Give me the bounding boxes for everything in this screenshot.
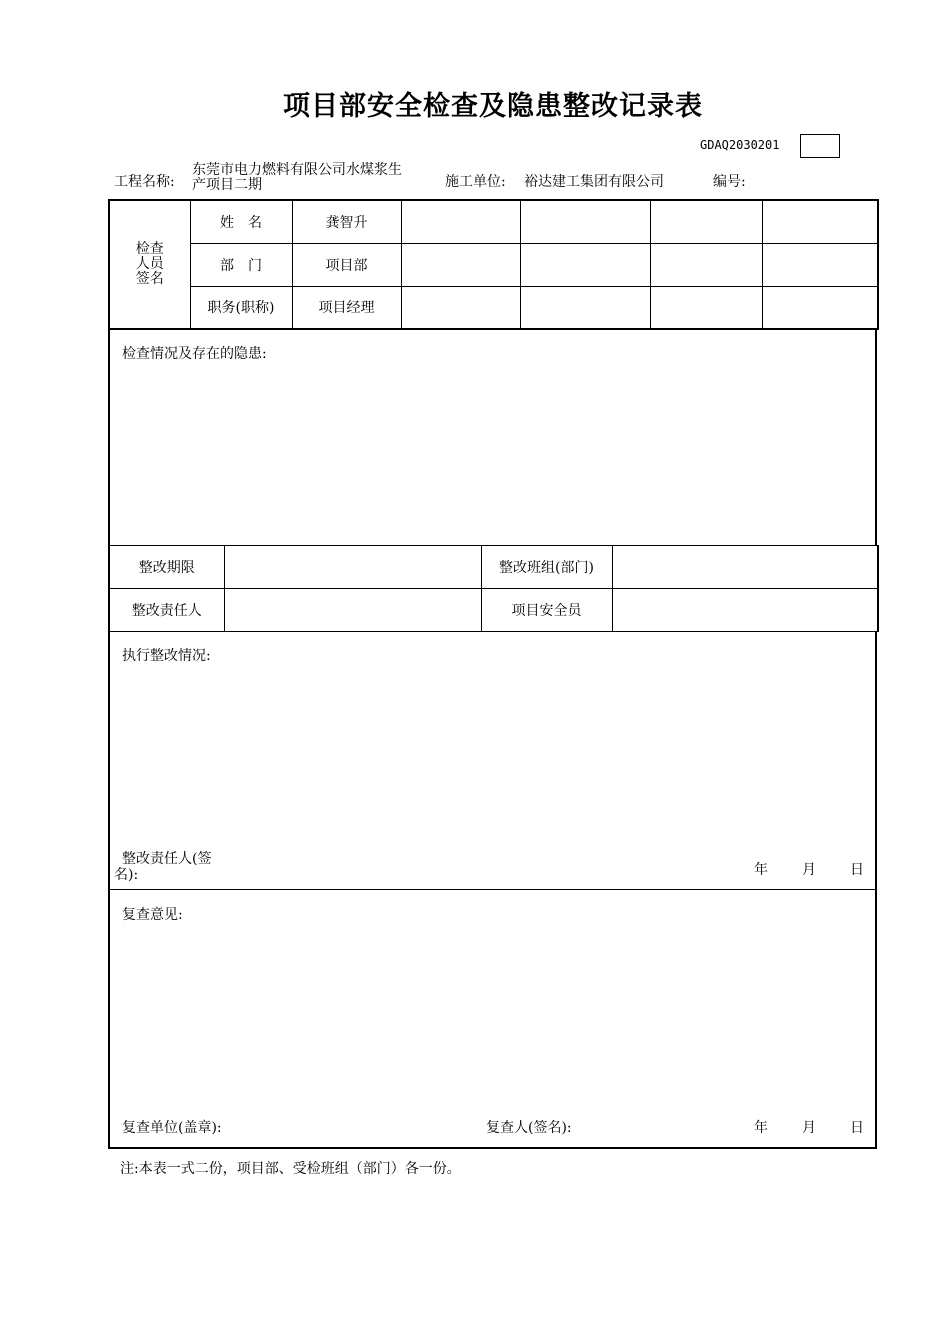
responsible-value[interactable] [224, 589, 481, 632]
inspector-group-label: 检查 人员 签名 [109, 200, 190, 329]
review-person-label: 复查人(签名): [486, 1120, 572, 1136]
position-cell-2[interactable] [401, 286, 520, 329]
position-cell-4[interactable] [650, 286, 762, 329]
form-code: GDAQ2030201 [700, 138, 780, 152]
execution-sign-label-2: 名): [114, 867, 139, 883]
team-value[interactable] [612, 546, 878, 589]
execution-section[interactable] [108, 631, 877, 890]
contractor-value: 裕达建工集团有限公司 [524, 174, 664, 190]
review-year: 年 [754, 1120, 768, 1136]
name-label: 姓 名 [190, 200, 292, 243]
position-cell-5[interactable] [762, 286, 878, 329]
name-cell-4[interactable] [650, 200, 762, 243]
name-cell-2[interactable] [401, 200, 520, 243]
execution-year: 年 [754, 862, 768, 878]
department-cell-5[interactable] [762, 243, 878, 286]
project-name-label: 工程名称: [114, 174, 175, 190]
inspection-label: 检查情况及存在的隐患: [122, 346, 267, 362]
department-label: 部 门 [190, 243, 292, 286]
review-day: 日 [850, 1120, 864, 1136]
project-name-line2: 产项目二期 [192, 177, 262, 193]
form-code-box[interactable] [800, 134, 840, 158]
name-cell-3[interactable] [520, 200, 650, 243]
department-cell-2[interactable] [401, 243, 520, 286]
number-label: 编号: [713, 174, 746, 190]
deadline-value[interactable] [224, 546, 481, 589]
inspection-section[interactable] [108, 329, 877, 546]
execution-month: 月 [802, 862, 816, 878]
position-label: 职务(职称) [190, 286, 292, 329]
team-label: 整改班组(部门) [481, 546, 612, 589]
department-cell-4[interactable] [650, 243, 762, 286]
execution-day: 日 [850, 862, 864, 878]
deadline-label: 整改期限 [109, 546, 224, 589]
name-value[interactable]: 龚智升 [292, 200, 401, 243]
review-unit-label: 复查单位(盖章): [122, 1120, 222, 1136]
project-name-line1: 东莞市电力燃料有限公司水煤浆生 [192, 162, 402, 178]
footer-note: 注:本表一式二份，项目部、受检班组（部门）各一份。 [120, 1161, 461, 1177]
responsible-label: 整改责任人 [109, 589, 224, 632]
contractor-label: 施工单位: [445, 174, 506, 190]
review-month: 月 [802, 1120, 816, 1136]
department-cell-3[interactable] [520, 243, 650, 286]
safety-officer-value[interactable] [612, 589, 878, 632]
execution-sign-label-1: 整改责任人(签 [122, 851, 212, 867]
review-label: 复查意见: [122, 907, 183, 923]
page-title: 项目部安全检查及隐患整改记录表 [283, 91, 703, 122]
rectification-table [108, 545, 879, 632]
department-value[interactable]: 项目部 [292, 243, 401, 286]
name-cell-5[interactable] [762, 200, 878, 243]
execution-label: 执行整改情况: [122, 648, 211, 664]
inspectors-table [108, 199, 879, 330]
review-section[interactable] [108, 889, 877, 1149]
position-cell-3[interactable] [520, 286, 650, 329]
safety-officer-label: 项目安全员 [481, 589, 612, 632]
position-value[interactable]: 项目经理 [292, 286, 401, 329]
